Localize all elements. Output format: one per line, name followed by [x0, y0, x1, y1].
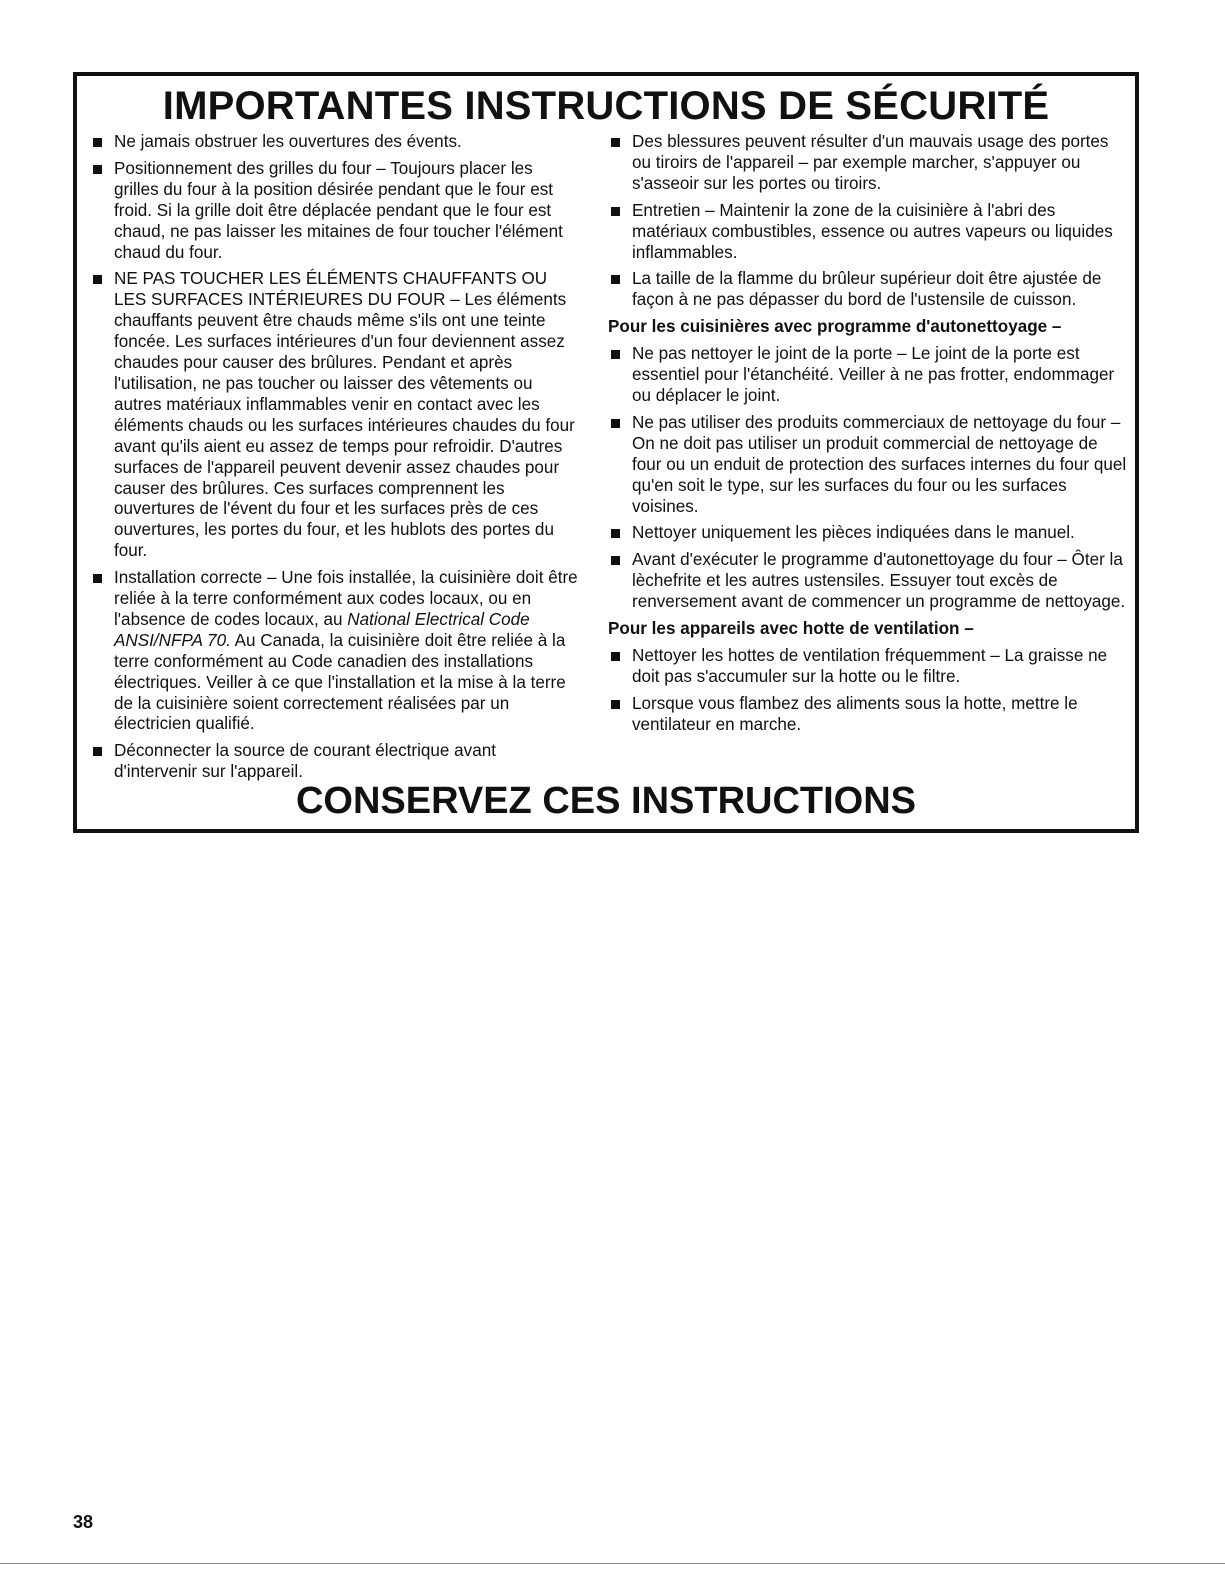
square-bullet-icon [611, 138, 620, 147]
square-bullet-icon [611, 419, 620, 428]
square-bullet-icon [93, 275, 102, 284]
list-item: Ne jamais obstruer les ouvertures des évents. [90, 132, 580, 153]
list-item: Avant d'exécuter le programme d'autonettoyage du four – Ôter la lèchefrite et les autres ustensiles. Essuyer tout excès de renversement avant de commencer un programme de nettoyage. [608, 550, 1128, 613]
square-bullet-icon [93, 165, 102, 174]
list-item: Lorsque vous flambez des aliments sous la hotte, mettre le ventilateur en marche. [608, 694, 1128, 736]
square-bullet-icon [611, 652, 620, 661]
list-item: NE PAS TOUCHER LES ÉLÉMENTS CHAUFFANTS OU LES SURFACES INTÉRIEURES DU FOUR – Les éléments chauffants peuvent être chauds même s'ils ont une teinte foncée. Les surfaces intérieures d'un four deviennent assez chaudes pour causer des brûlures. Pendant et après l'utilisation, ne pas toucher ou laisser des vêtements ou autres matériaux inflammables venir en contact avec les éléments chauds ou les surfaces intérieures chaudes du four avant qu'ils aient eu assez de temps pour refroidir. D'autres surfaces de l'appareil peuvent devenir assez chaudes pour causer des brûlures. Ces surfaces comprennent les ouvertures de l'évent du four et les surfaces près de ces ouvertures, les portes du four, et les hublots des portes du four. [90, 269, 580, 562]
list-item: Ne pas nettoyer le joint de la porte – Le joint de la porte est essentiel pour l'étanchéité. Veiller à ne pas frotter, endommager ou déplacer le joint. [608, 344, 1128, 407]
list-item: Déconnecter la source de courant électrique avant d'intervenir sur l'appareil. [90, 741, 580, 783]
list-item: Positionnement des grilles du four – Toujours placer les grilles du four à la position désirée pendant que le four est froid. Si la grille doit être déplacée pendant que le four est chaud, ne pas laisser les mitaines de four toucher l'élément chaud du four. [90, 159, 580, 264]
list-item: La taille de la flamme du brûleur supérieur doit être ajustée de façon à ne pas dépasser du bord de l'ustensile de cuisson. [608, 269, 1128, 311]
left-column [90, 132, 580, 789]
list-item: Entretien – Maintenir la zone de la cuisinière à l'abri des matériaux combustibles, essence ou autres vapeurs ou liquides inflammables. [608, 201, 1128, 264]
square-bullet-icon [93, 574, 102, 583]
square-bullet-icon [611, 700, 620, 709]
square-bullet-icon [611, 529, 620, 538]
code-reference: National Electrical Code ANSI/NFPA 70. [114, 609, 530, 650]
list-item-installation: Installation correcte – Une fois installée, la cuisinière doit être reliée à la terre conformément aux codes locaux, ou en l'absence de codes locaux, au National Electrical Code ANSI/NFPA 70. Au Canada, la cuisinière doit être reliée à la terre conformément au Code canadien des installations électriques. Veiller à ce que l'installation et la mise à la terre de la cuisinière soient correctement réalisées par un électricien qualifié. [90, 568, 580, 735]
list-item: Ne pas utiliser des produits commerciaux de nettoyage du four – On ne doit pas utiliser un produit commercial de nettoyage de four ou un enduit de protection des surfaces internes du four quel qu'en soit le type, sur les surfaces du four ou les surfaces voisines. [608, 413, 1128, 518]
self-clean-heading: Pour les cuisinières avec programme d'autonettoyage – [608, 317, 1062, 337]
safety-instructions-box [73, 72, 1139, 833]
list-item: Nettoyer les hottes de ventilation fréquemment – La graisse ne doit pas s'accumuler sur la hotte ou le filtre. [608, 646, 1128, 688]
list-item: Des blessures peuvent résulter d'un mauvais usage des portes ou tiroirs de l'appareil – par exemple marcher, s'appuyer ou s'asseoir sur les portes ou tiroirs. [608, 132, 1128, 195]
page-title: IMPORTANTES INSTRUCTIONS DE SÉCURITÉ [162, 84, 1050, 128]
square-bullet-icon [611, 275, 620, 284]
footer-title: CONSERVEZ CES INSTRUCTIONS [295, 780, 917, 822]
hood-heading: Pour les appareils avec hotte de ventilation – [608, 619, 974, 639]
right-column [608, 132, 1128, 742]
square-bullet-icon [611, 556, 620, 565]
list-item: Nettoyer uniquement les pièces indiquées dans le manuel. [608, 523, 1128, 544]
square-bullet-icon [611, 207, 620, 216]
page-number: 38 [73, 1512, 94, 1532]
square-bullet-icon [93, 747, 102, 756]
square-bullet-icon [611, 350, 620, 359]
square-bullet-icon [93, 138, 102, 147]
bottom-divider [0, 1563, 1225, 1564]
